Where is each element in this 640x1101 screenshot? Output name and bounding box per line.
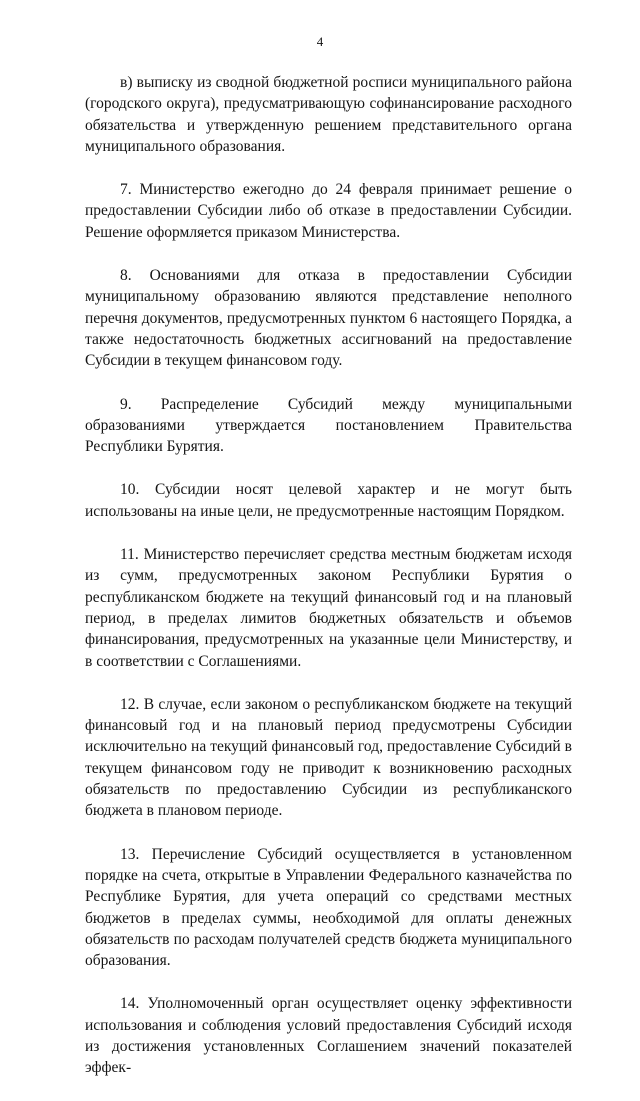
paragraph-13: 13. Перечисление Субсидий осуществляется в установленном порядке на счета, открытые в Управлении Федерального казначейства по Республике Бурятия, для учета операций со средствами местных бюджетов в пределах суммы, необходимой для оплаты денежных обязательств по расходам получателей средств бюджета муниципального образования. xyxy=(85,845,572,970)
paragraph-10: 10. Субсидии носят целевой характер и не могут быть использованы на иные цели, не предусмотренные настоящим Порядком. xyxy=(85,481,572,520)
page-number: 4 xyxy=(316,34,324,49)
paragraph-9: 9. Распределение Субсидий между муниципальными образованиями утверждается постановлением Правительства Республики Бурятия. xyxy=(85,395,572,456)
paragraph-7: 7. Министерство ежегодно до 24 февраля принимает решение о предоставлении Субсидии либо об отказе в предоставлении Субсидии. Решение оформляется приказом Министерства. xyxy=(85,181,572,241)
paragraph-11: 11. Министерство перечисляет средства местным бюджетам исходя из сумм, предусмотренных законом Республики Бурятия о республиканском бюджете на текущий финансовый год и на плановый период, в пределах лимитов бюджетных обязательств и объемов финансирования, предусмотренных на указанные цели Министерству, и в соответствии с Соглашениями. xyxy=(85,546,572,670)
paragraph-12: 12. В случае, если законом о республиканском бюджете на текущий финансовый год и на плановый период предусмотрены Субсидии исключительно на текущий финансовый год, предоставление Субсидий в текущем финансовом году не приводит к возникновению расходных обязательств по предоставлению Субсидии из республиканского бюджета в плановом периоде. xyxy=(85,695,572,820)
document-body xyxy=(85,72,572,1101)
paragraph-item-v: в) выписку из сводной бюджетной росписи муниципального района (городского округа), предусматривающую софинансирование расходного обязательства и утвержденную решением представительного органа муниципального образования. xyxy=(85,74,572,155)
paragraph-8: 8. Основаниями для отказа в предоставлении Субсидии муниципальному образованию являются представление неполного перечня документов, предусмотренных пунктом 6 настоящего Порядка, а также недостаточность бюджетных ассигнований на предоставление Субсидии в текущем финансовом году. xyxy=(85,267,572,370)
paragraph-14: 14. Уполномоченный орган осуществляет оценку эффективности использования и соблюдения условий предоставления Субсидий исходя из достижения установленных Соглашением значений показателей эффек- xyxy=(85,995,572,1077)
